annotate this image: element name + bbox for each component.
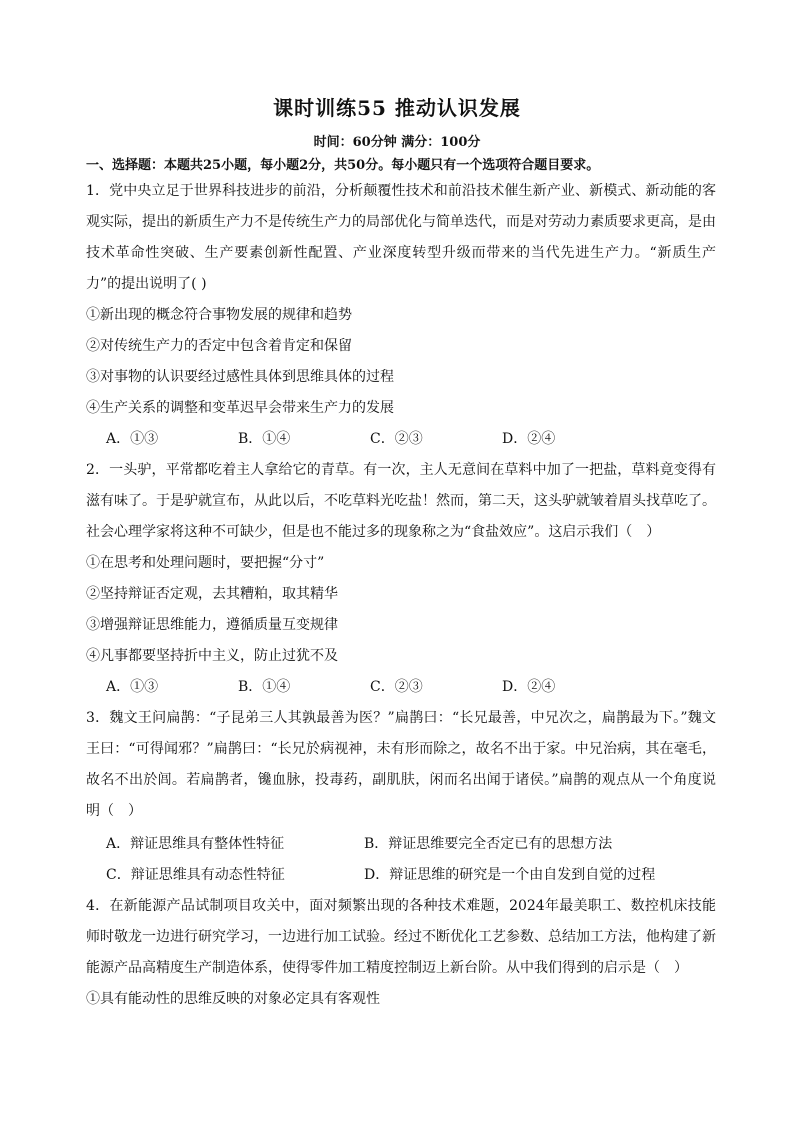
question-2-item-1: ①在思考和处理问题时，要把握“分寸” — [86, 555, 325, 571]
choice-b[interactable]: B．辩证思维要完全否定已有的思想方法 — [364, 836, 613, 852]
question-2-item-2: ②坚持辩证否定观，去其糟粕，取其精华 — [86, 586, 338, 602]
choice-a[interactable]: A．辩证思维具有整体性特征 — [106, 836, 285, 852]
question-3-choices-row-1 — [106, 829, 706, 860]
question-2-stem: 2．一头驴，平常都吃着主人拿给它的青草。有一次，主人无意间在草料中加了一把盐，草料竟变得有滋有味了。于是驴就宣布，从此以后，不吃草料光吃盐！然而，第二天，这头驴就皱着眉头找草吃了。社会心理学家将这种不可缺少，但是也不能过多的现象称之为“食盐效应”。这启示我们（ ） — [86, 462, 716, 540]
choice-d[interactable]: D．②④ — [502, 679, 556, 695]
question-1-item-1: ①新出现的概念符合事物发展的规律和趋势 — [86, 307, 352, 323]
question-1-item-2: ②对传统生产力的否定中包含着肯定和保留 — [86, 338, 352, 354]
choice-d[interactable]: D．辩证思维的研究是一个由自发到自觉的过程 — [364, 867, 656, 883]
choice-c[interactable]: C．②③ — [370, 679, 423, 695]
choice-a[interactable]: A．①③ — [106, 679, 159, 695]
page-title: 课时训练55 推动认识发展 — [273, 96, 521, 120]
question-2-choices — [106, 672, 706, 703]
question-1-choices — [106, 424, 706, 455]
question-1-item-4: ④生产关系的调整和变革迟早会带来生产力的发展 — [86, 400, 394, 416]
choice-c[interactable]: C．②③ — [370, 431, 423, 447]
choice-d[interactable]: D．②④ — [502, 431, 556, 447]
choice-c[interactable]: C．辩证思维具有动态性特征 — [106, 867, 285, 883]
question-4-item-1: ①具有能动性的思维反映的对象必定具有客观性 — [86, 991, 380, 1007]
exam-meta: 时间：60分钟 满分：100分 — [313, 135, 481, 150]
question-2-item-3: ③增强辩证思维能力，遵循质量互变规律 — [86, 617, 338, 633]
choice-a[interactable]: A．①③ — [106, 431, 159, 447]
question-4-stem: 4．在新能源产品试制项目攻关中，面对频繁出现的各种技术难题，2024年最美职工、数控机床技能师时敬龙一边进行研究学习，一边进行加工试验。经过不断优化工艺参数、总结加工方法，他构建了新能源产品高精度生产制造体系，使得零件加工精度控制迈上新台阶。从中我们得到的启示是（ ） — [86, 898, 716, 976]
question-1-item-3: ③对事物的认识要经过感性具体到思维具体的过程 — [86, 369, 394, 385]
question-1-stem: 1．党中央立足于世界科技进步的前沿，分析颠覆性技术和前沿技术催生新产业、新模式、新动能的客观实际，提出的新质生产力不是传统生产力的局部优化与简单迭代，而是对劳动力素质要求更高，是由技术革命性突破、生产要素创新性配置、产业深度转型升级而带来的当代先进生产力。“新质生产力”的提出说明了( ) — [86, 183, 716, 292]
section-heading: 一、选择题：本题共25小题，每小题2分，共50分。每小题只有一个选项符合题目要求。 — [86, 158, 600, 173]
choice-b[interactable]: B．①④ — [238, 679, 291, 695]
choice-b[interactable]: B．①④ — [238, 431, 291, 447]
question-2-item-4: ④凡事都要坚持折中主义，防止过犹不及 — [86, 648, 338, 664]
question-3-stem: 3．魏文王问扁鹊：“子昆弟三人其孰最善为医？”扁鹊曰：“长兄最善，中兄次之，扁鹊最为下。”魏文王曰：“可得闻邪？”扁鹊曰：“长兄於病视神，未有形而除之，故名不出于家。中兄治病，其在毫毛，故名不出於闾。若扁鹊者，镵血脉，投毒药，副肌肤，闲而名出闻于诸侯。”扁鹊的观点从一个角度说明（ ） — [86, 710, 716, 819]
question-3-choices-row-2 — [106, 860, 706, 891]
